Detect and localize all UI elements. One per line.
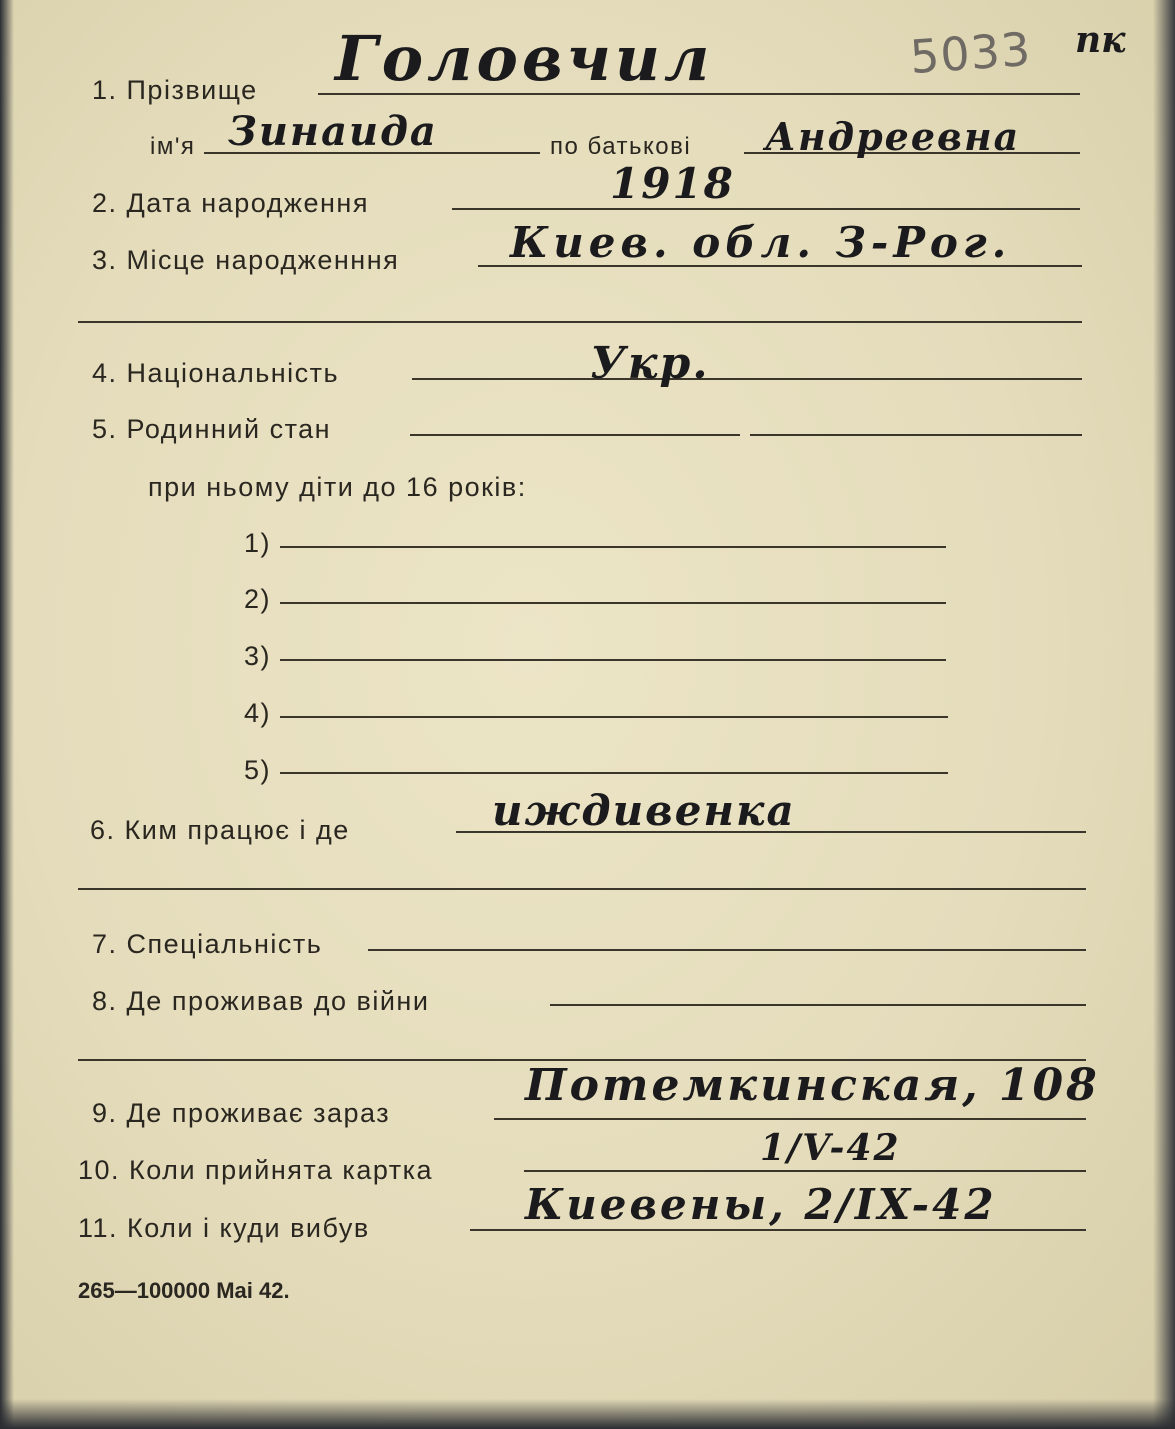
field-marital-line-1 [410, 434, 740, 436]
child-number-5: 5) [244, 755, 272, 785]
field-speciality-label: 7. Спеціальність [92, 929, 323, 959]
field-current-address-label: 9. Де проживає зараз [92, 1098, 391, 1128]
child-line-4 [280, 716, 948, 718]
field-current-address-line [494, 1118, 1086, 1120]
field-prewar-label: 8. Де проживав до війни [92, 986, 430, 1016]
field-birthdate-line [452, 208, 1080, 210]
archive-number: 5033 [908, 21, 1033, 85]
child-number-4: 4) [244, 698, 272, 728]
scan-edge-right [1153, 0, 1175, 1429]
field-birthplace-label: 3. Місце народженння [92, 245, 400, 275]
handwritten-surname: Головчил [335, 22, 714, 95]
field-departure-line [470, 1229, 1086, 1231]
handwritten-patronymic: Андреевна [765, 114, 1021, 159]
field-card-date-line [524, 1170, 1086, 1172]
field-name-label: ім'я [150, 133, 196, 160]
child-number-1: 1) [244, 528, 272, 558]
field-surname-label: 1. Прізвище [92, 75, 258, 105]
handwritten-current-address: Потемкинская, 108 [525, 1060, 1100, 1111]
child-line-2 [280, 602, 946, 604]
handwritten-nationality: Укр. [590, 338, 710, 389]
child-number-3: 3) [244, 641, 272, 671]
field-marital-line-2 [750, 434, 1082, 436]
field-patronymic-label: по батькові [550, 133, 692, 160]
handwritten-card-date: 1/V-42 [760, 1127, 901, 1169]
scan-edge-left [0, 0, 14, 1429]
handwritten-occupation: иждивенка [492, 786, 796, 835]
field-marital-label: 5. Родинний стан [92, 414, 332, 444]
handwritten-birthdate: 1918 [610, 159, 735, 208]
field-children-label: при ньому діти до 16 років: [148, 472, 527, 502]
child-line-3 [280, 659, 946, 661]
scan-edge-bottom [0, 1399, 1175, 1429]
child-line-5 [280, 772, 948, 774]
field-prewar-line [550, 1004, 1086, 1006]
handwritten-birthplace: Киев. обл. З-Рог. [510, 218, 1012, 267]
handwritten-departure: Киевены, 2/IX-42 [525, 1180, 997, 1229]
print-code: 265—100000 Mai 42. [78, 1278, 290, 1303]
handwritten-name: Зинаида [228, 108, 438, 155]
field-card-date-label: 10. Коли прийнята картка [78, 1155, 434, 1185]
child-number-2: 2) [244, 584, 272, 614]
field-birthplace-line-2 [78, 321, 1082, 323]
child-line-1 [280, 546, 946, 548]
field-occupation-label: 6. Ким працює і де [90, 815, 350, 845]
field-nationality-line [412, 378, 1082, 380]
field-departure-label: 11. Коли і куди вибув [78, 1213, 370, 1243]
field-nationality-label: 4. Національність [92, 358, 340, 388]
field-occupation-line-2 [78, 888, 1086, 890]
archive-number-suffix: пк [1075, 19, 1126, 61]
field-birthdate-label: 2. Дата народження [92, 188, 369, 218]
field-speciality-line [368, 949, 1086, 951]
